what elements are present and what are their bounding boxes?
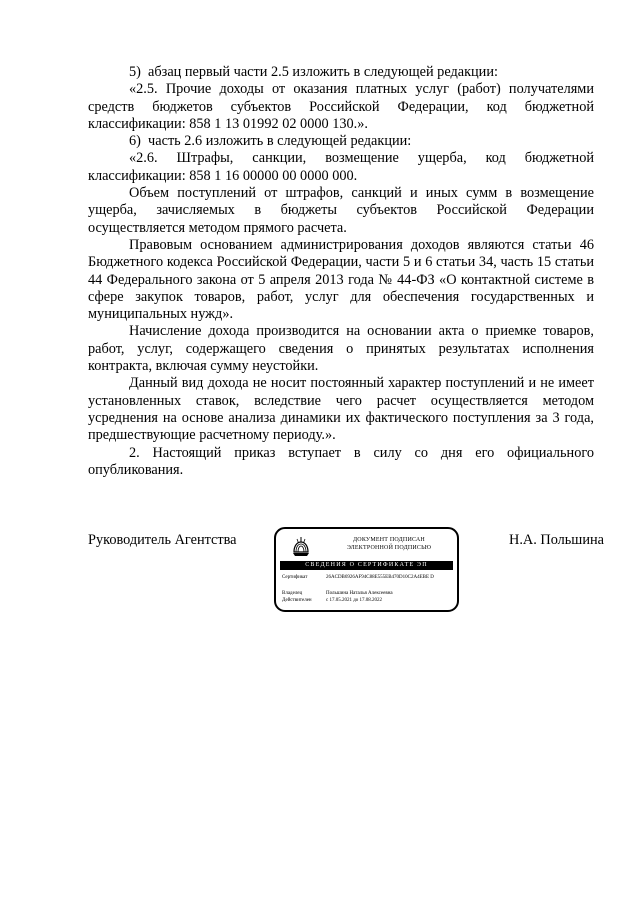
- stamp-certificate-row: Сертификат 26ACDB6926AF94C88E555EB470D10C2A4EBE D: [282, 575, 434, 580]
- paragraph: 2. Настоящий приказ вступает в силу со дня его официального опубликования.: [88, 444, 594, 478]
- signatory-position: Руководитель Агентства: [88, 532, 237, 548]
- electronic-signature-stamp: [274, 527, 459, 612]
- stamp-validity-row: Действителен с 17.05.2021 до 17.08.2022: [282, 598, 383, 603]
- signatory-name: Н.А. Польшина: [509, 532, 604, 548]
- paragraph: Объем поступлений от штрафов, санкций и иных сумм в возмещение ущерба, зачисляемых в бюджеты субъектов Российской Федерации осуществляется методом прямого расчета.: [88, 185, 594, 236]
- stamp-owner-row: Владелец Польшина Наталья Алексеевна: [282, 591, 393, 596]
- paragraph: Правовым основанием администрирования доходов являются статьи 46 Бюджетного кодекса Российской Федерации, части 5 и 6 статьи 34, часть 15 статьи 44 Федерального закона от 5 апреля 2013 года № 44-ФЗ «О контактной системе в сфере закупок товаров, работ, услуг для обеспечения государственных и муниципальных нужд».: [88, 236, 594, 323]
- document-body: [88, 64, 594, 479]
- paragraph: «2.6. Штрафы, санкции, возмещение ущерба, код бюджетной классификации: 858 1 16 00000 00 0000 000.: [88, 150, 594, 184]
- paragraph: «2.5. Прочие доходы от оказания платных услуг (работ) получателями средств бюджетов субъектов Российской Федерации, код бюджетной классификации: 858 1 13 01992 02 0000 130.».: [88, 81, 594, 132]
- paragraph: 5) абзац первый части 2.5 изложить в следующей редакции:: [129, 64, 498, 80]
- stamp-certificate-header: СВЕДЕНИЯ О СЕРТИФИКАТЕ ЭП: [280, 561, 453, 570]
- paragraph: Начисление дохода производится на основании акта о приемке товаров, работ, услуг, содержащего сведения о принятых результатах исполнения контракта, включая сумму неустойки.: [88, 323, 594, 375]
- coat-of-arms-icon: [290, 535, 312, 557]
- paragraph: 6) часть 2.6 изложить в следующей редакции:: [129, 133, 412, 150]
- paragraph: Данный вид дохода не носит постоянный характер поступлений и не имеет установленных ставок, вследствие чего расчет осуществляется методом усреднения на основе анализа динамики их фактического поступления за 3 года, предшествующие расчетному периоду.».: [88, 375, 594, 444]
- stamp-title: ДОКУМЕНТ ПОДПИСАН ЭЛЕКТРОННОЙ ПОДПИСЬЮ: [346, 537, 432, 551]
